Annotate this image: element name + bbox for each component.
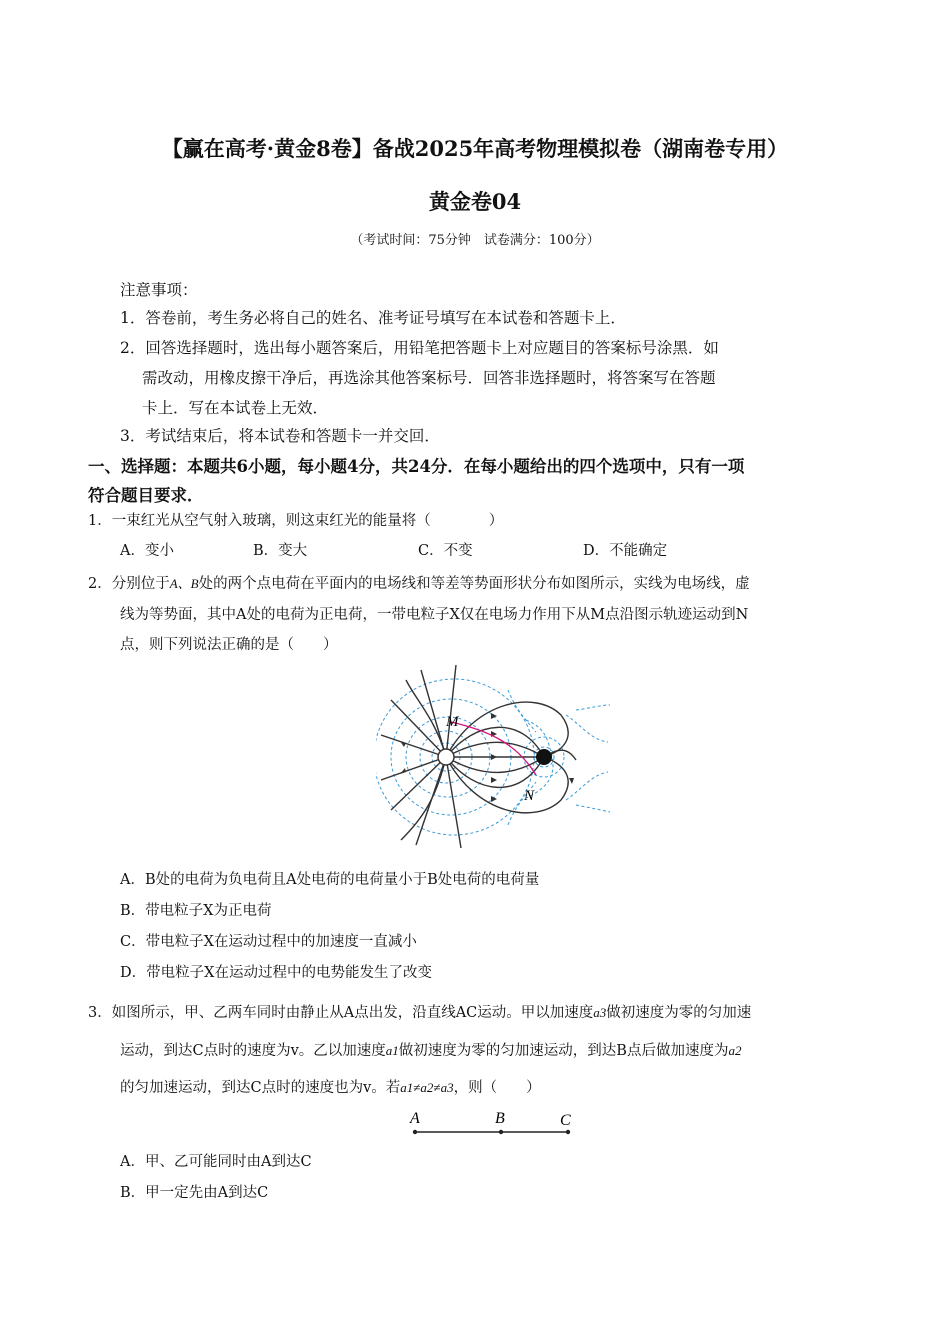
q2-stem-start: 2．分别位于	[88, 576, 170, 592]
section-heading: 一、选择题：本题共6小题，每小题4分，共24分．在每小题给出的四个选项中，只有一项	[88, 457, 745, 476]
q3-option-a: A．甲、乙可能同时由A到达C	[120, 1154, 312, 1170]
charge-b-negative	[536, 749, 552, 765]
q2-stem-line2: 线为等势面，其中A处的电荷为正电荷，一带电粒子X仅在电场力作用下从M点沿图示轨迹运动到N	[120, 607, 749, 623]
point-c	[566, 1130, 570, 1134]
q3-line2-mid: 做初速度为零的匀加速运动，到达B点后做加速度为	[398, 1043, 729, 1059]
label-c: C	[560, 1112, 571, 1129]
q2-charge-symbols: A、B	[169, 576, 199, 591]
line-abc-figure	[405, 1104, 585, 1140]
charge-a-positive	[438, 749, 454, 765]
notice-heading: 注意事项：	[120, 281, 198, 299]
notice-item-2-cont: 需改动，用橡皮擦干净后，再选涂其他答案标号．回答非选择题时，将答案写在答题	[142, 369, 716, 387]
q3-inequality: a1≠a2≠a3	[400, 1080, 454, 1095]
q3-line3-end: ，则（ ）	[453, 1080, 541, 1096]
point-a	[413, 1130, 417, 1134]
point-b	[499, 1130, 503, 1134]
label-n: N	[524, 788, 535, 804]
electric-field-figure	[376, 660, 616, 850]
notice-item-1: 1．答卷前，考生务必将自己的姓名、准考证号填写在本试卷和答题卡上．	[120, 309, 626, 327]
q3-stem-line1	[88, 1001, 751, 1022]
q1-option-a: A．变小	[120, 543, 174, 559]
q3-symbol-a3: a3	[593, 1005, 607, 1020]
q1-stem: 1．一束红光从空气射入玻璃，则这束红光的能量将（ ）	[88, 513, 504, 529]
q2-option-d: D．带电粒子X在运动过程中的电势能发生了改变	[120, 965, 432, 981]
q3-symbol-a2: a2	[728, 1043, 742, 1058]
notice-item-3: 3．考试结束后，将本试卷和答题卡一并交回．	[120, 427, 440, 445]
notice-item-2: 2．回答选择题时，选出每小题答案后，用铅笔把答题卡上对应题目的答案标号涂黑．如	[120, 339, 719, 357]
q3-line2-text: 运动，到达C点时的速度为v。乙以加速度	[120, 1043, 386, 1059]
q3-stem-line3	[120, 1076, 541, 1097]
q2-stem-line1	[88, 572, 750, 593]
paper-subtitle: 黄金卷04	[428, 189, 522, 214]
label-m: M	[446, 714, 459, 730]
q1-option-c: C．不变	[418, 543, 473, 559]
exam-meta: （考试时间：75分钟 试卷满分：100分）	[350, 233, 600, 248]
q3-symbol-a1: a1	[385, 1043, 399, 1058]
q2-option-c: C．带电粒子X在运动过程中的加速度一直减小	[120, 934, 417, 950]
q2-option-b: B．带电粒子X为正电荷	[120, 903, 272, 919]
q3-line3-text: 的匀加速运动，到达C点时的速度也为v。若	[120, 1080, 401, 1096]
q1-option-b: B．变大	[253, 543, 308, 559]
q2-option-a: A．B处的电荷为负电荷且A处电荷的电荷量小于B处电荷的电荷量	[120, 872, 540, 888]
q3-option-b: B．甲一定先由A到达C	[120, 1185, 269, 1201]
q2-stem-line3: 点，则下列说法正确的是（ ）	[120, 637, 338, 653]
q3-stem-line2	[120, 1039, 741, 1060]
q3-line1-end: 做初速度为零的匀加速	[606, 1005, 752, 1021]
section-heading-cont: 符合题目要求．	[88, 486, 204, 505]
label-a: A	[410, 1110, 420, 1127]
q1-option-d: D．不能确定	[583, 543, 668, 559]
page-title: 【赢在高考·黄金8卷】备战2025年高考物理模拟卷（湖南卷专用）	[161, 136, 789, 161]
q2-stem-rest: 处的两个点电荷在平面内的电场线和等差等势面形状分布如图所示，实线为电场线，虚	[198, 576, 750, 592]
q3-line1-text: 3．如图所示，甲、乙两车同时由静止从A点出发，沿直线AC运动。甲以加速度	[88, 1005, 594, 1021]
label-b: B	[495, 1110, 505, 1127]
notice-item-2-cont2: 卡上．写在本试卷上无效．	[142, 399, 329, 417]
